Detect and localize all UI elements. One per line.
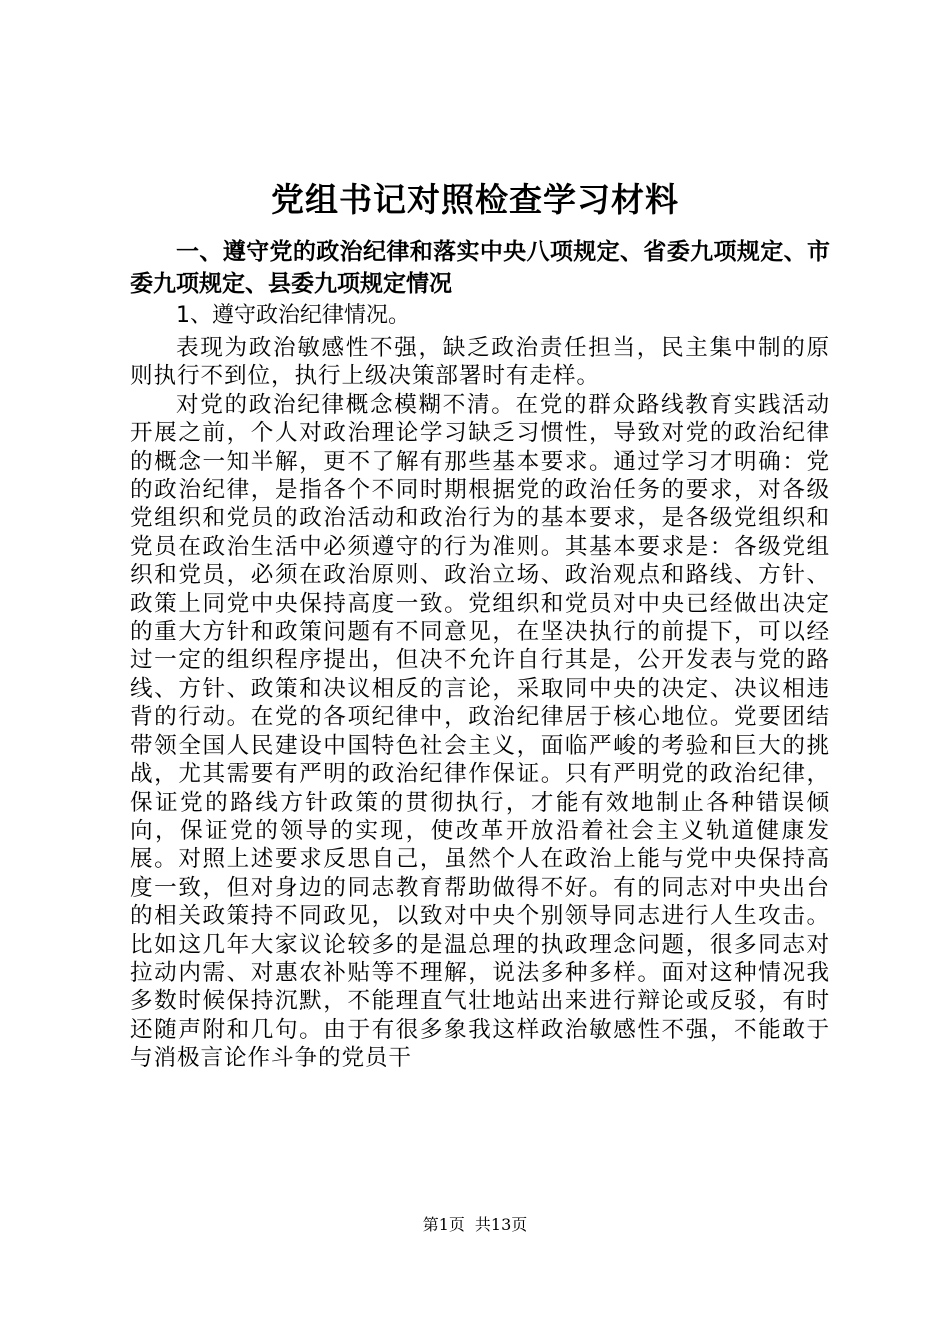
body-paragraph: 表现为政治敏感性不强，缺乏政治责任担当，民主集中制的原则执行不到位，执行上级决策部署时有走样。	[130, 335, 830, 390]
document-title: 党组书记对照检查学习材料	[271, 180, 679, 219]
subsection-heading: 1、遵守政治纪律情况。	[176, 303, 410, 328]
page-footer	[0, 1214, 950, 1236]
page-total: 共13页	[474, 1215, 528, 1234]
page-number: 第1页	[422, 1215, 465, 1234]
document-body	[130, 236, 830, 1073]
section-heading: 一、遵守党的政治纪律和落实中央八项规定、省委九项规定、市委九项规定、县委九项规定情况	[130, 239, 830, 297]
body-paragraph: 对党的政治纪律概念模糊不清。在党的群众路线教育实践活动开展之前，个人对政治理论学习缺乏习惯性，导致对党的政治纪律的概念一知半解，更不了解有那些基本要求。通过学习才明确：党的政治纪律，是指各个不同时期根据党的政治任务的要求，对各级党组织和党员的政治活动和政治行为的基本要求，是各级党组织和党员在政治生活中必须遵守的行为准则。其基本要求是：各级党组织和党员，必须在政治原则、政治立场、政治观点和路线、方针、政策上同党中央保持高度一致。党组织和党员对中央已经做出决定的重大方针和政策问题有不同意见，在坚决执行的前提下，可以经过一定的组织程序提出，但决不允许自行其是，公开发表与党的路线、方针、政策和决议相反的言论，采取同中央的决定、决议相违背的行动。在党的各项纪律中，政治纪律居于核心地位。党要团结带领全国人民建设中国特色社会主义，面临严峻的考验和巨大的挑战，尤其需要有严明的政治纪律作保证。只有严明党的政治纪律，保证党的路线方针政策的贯彻执行，才能有效地制止各种错误倾向，保证党的领导的实现，使改革开放沿着社会主义轨道健康发展。对照上述要求反思自己，虽然个人在政治上能与党中央保持高度一致，但对身边的同志教育帮助做得不好。有的同志对中央出台的相关政策持不同政见，以致对中央个别领导同志进行人生攻击。比如这几年大家议论较多的是温总理的执政理念问题，很多同志对拉动内需、对惠农补贴等不理解，说法多种多样。面对这种情况我多数时候保持沉默，不能理直气壮地站出来进行辩论或反驳，有时还随声附和几句。由于有很多象我这样政治敏感性不强，不能敢于与消极言论作斗争的党员干	[130, 391, 830, 1072]
